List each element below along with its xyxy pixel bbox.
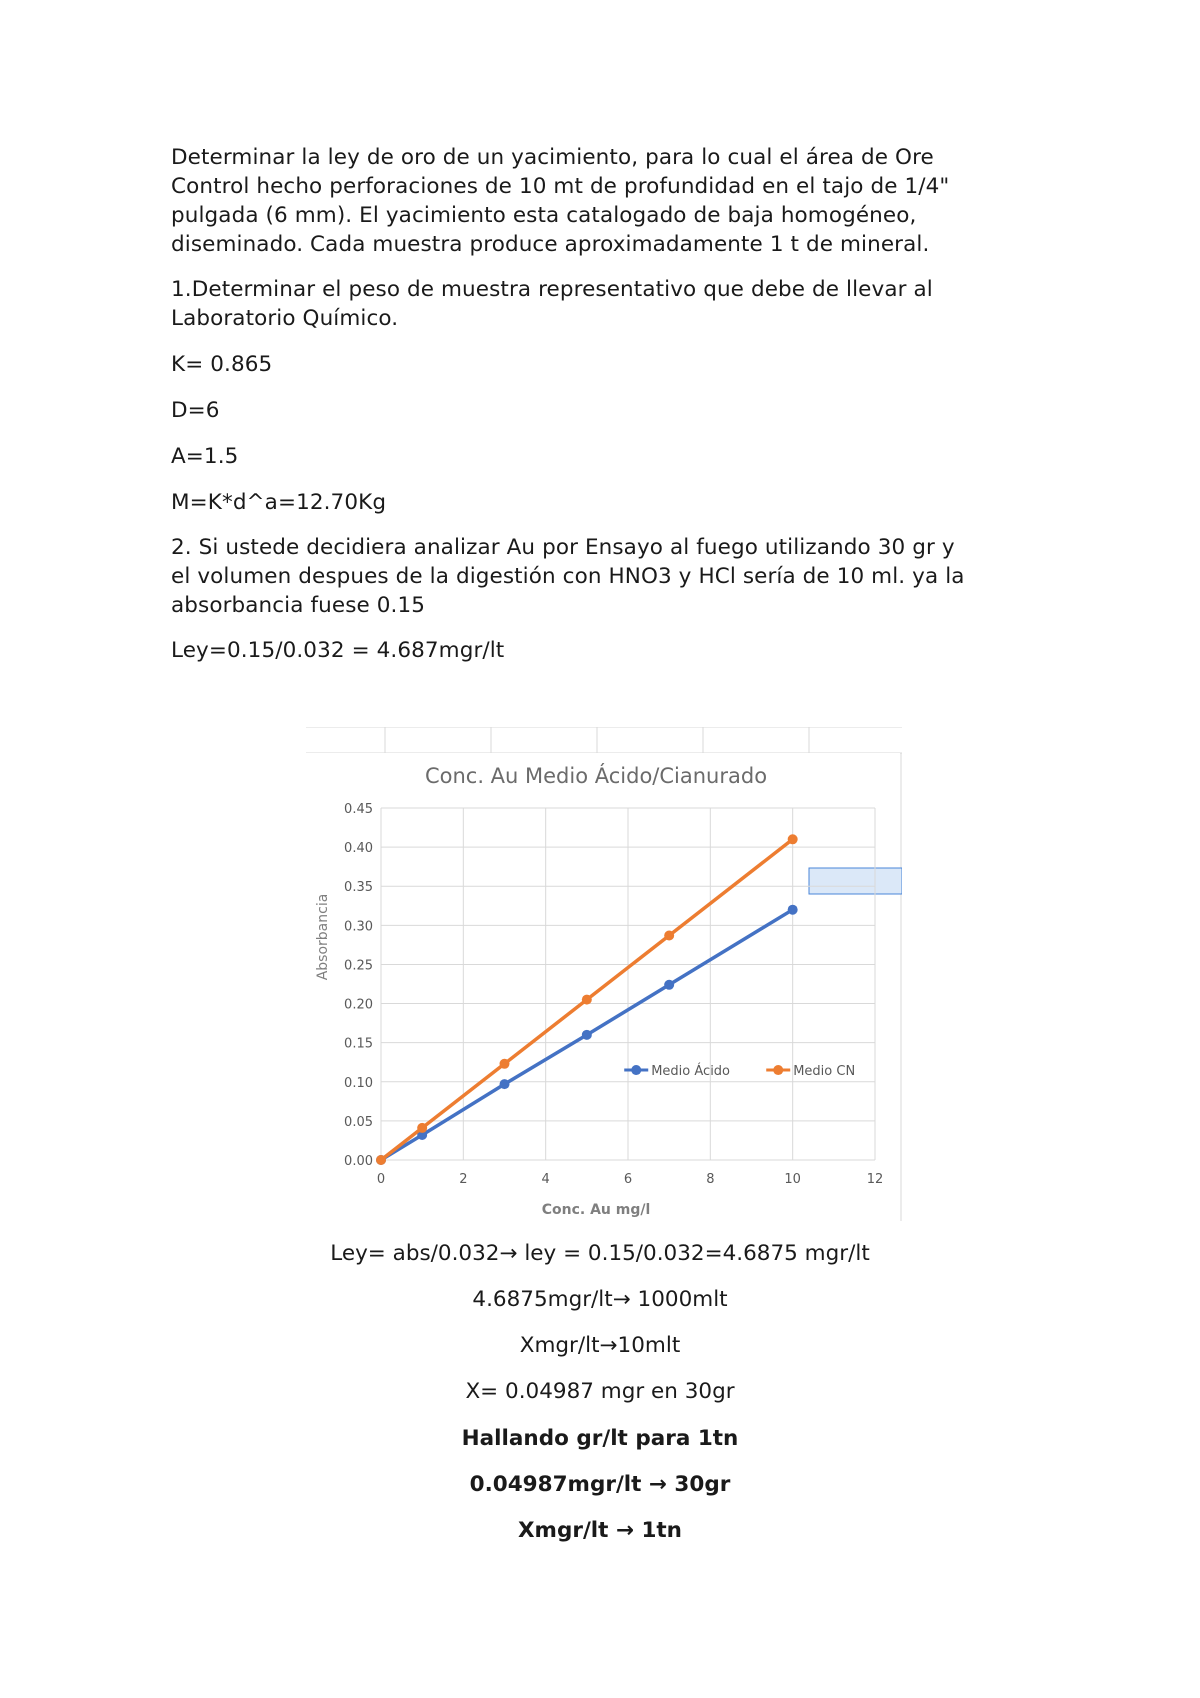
body-text <box>171 143 1051 665</box>
data-point <box>582 1030 592 1040</box>
x-tick-label: 8 <box>706 1172 715 1187</box>
data-point <box>664 931 674 941</box>
chart-container <box>306 727 902 1221</box>
legend-swatch-marker <box>631 1065 641 1075</box>
y-tick-label: 0.30 <box>344 919 373 935</box>
legend-label: Medio Ácido <box>651 1064 731 1080</box>
calc-line-4: X= 0.04987 mgr en 30gr <box>465 1379 735 1404</box>
paragraph-question-1: 1.Determinar el peso de muestra representativo que debe de llevar al Laboratorio Químico. <box>171 277 933 331</box>
y-tick-label: 0.05 <box>344 1114 373 1130</box>
y-tick-label: 0.45 <box>344 802 373 817</box>
data-point <box>417 1123 427 1133</box>
y-axis-label: Absorbancia <box>315 893 331 981</box>
value-k: K= 0.865 <box>171 352 273 377</box>
x-tick-label: 6 <box>623 1172 633 1187</box>
y-tick-label: 0.25 <box>344 958 373 974</box>
calc-line-3: Xmgr/lt→10mlt <box>519 1333 681 1358</box>
x-tick-label: 0 <box>376 1172 386 1187</box>
y-tick-label: 0.20 <box>344 997 373 1013</box>
y-tick-label: 0.40 <box>344 841 373 857</box>
data-point <box>788 834 798 844</box>
y-tick-label: 0.00 <box>344 1154 373 1169</box>
bold-line-2: Xmgr/lt → 1tn <box>517 1518 682 1543</box>
x-axis-label: Conc. Au mg/l <box>541 1202 651 1218</box>
legend-label: Medio CN <box>793 1064 856 1080</box>
paragraph-intro: Determinar la ley de oro de un yacimiento, para lo cual el área de Ore Control hecho perforaciones de 10 mt de profundidad en el tajo de 1/4" pulgada (6 mm). El yacimiento esta catalogado de baja homogéneo, diseminado. Cada muestra produce aproximadamente 1 t de mineral. <box>171 145 950 257</box>
value-d: D=6 <box>171 398 220 423</box>
data-point <box>788 905 798 915</box>
y-tick-label: 0.35 <box>344 880 373 896</box>
y-tick-label: 0.15 <box>344 1036 373 1052</box>
legend-swatch-marker <box>773 1065 783 1075</box>
value-m: M=K*d^a=12.70Kg <box>171 490 387 515</box>
data-point <box>582 995 592 1005</box>
x-tick-label: 2 <box>459 1172 468 1187</box>
value-a: A=1.5 <box>171 444 239 469</box>
bold-heading: Hallando gr/lt para 1tn <box>461 1426 739 1451</box>
y-tick-label: 0.10 <box>344 1075 373 1091</box>
x-tick-label: 4 <box>541 1172 550 1187</box>
bold-line-1: 0.04987mgr/lt → 30gr <box>469 1472 731 1497</box>
calc-line-1: Ley= abs/0.032→ ley = 0.15/0.032=4.6875 mgr/lt <box>330 1241 870 1266</box>
ley-result: Ley=0.15/0.032 = 4.687mgr/lt <box>171 638 505 663</box>
data-point <box>376 1155 386 1165</box>
absorbance-chart <box>306 727 902 1221</box>
data-point <box>500 1059 510 1069</box>
calc-line-2: 4.6875mgr/lt→ 1000mlt <box>472 1287 728 1312</box>
chart-title: Conc. Au Medio Ácido/Cianurado <box>424 764 768 788</box>
data-point <box>500 1079 510 1089</box>
x-tick-label: 10 <box>784 1172 801 1187</box>
selected-cell[interactable] <box>809 868 902 894</box>
data-point <box>664 980 674 990</box>
x-tick-label: 12 <box>866 1172 884 1187</box>
paragraph-question-2: 2. Si ustede decidiera analizar Au por Ensayo al fuego utilizando 30 gr y el volumen despues de la digestión con HNO3 y HCl sería de 10 ml. ya la absorbancia fuese 0.15 <box>171 535 965 618</box>
